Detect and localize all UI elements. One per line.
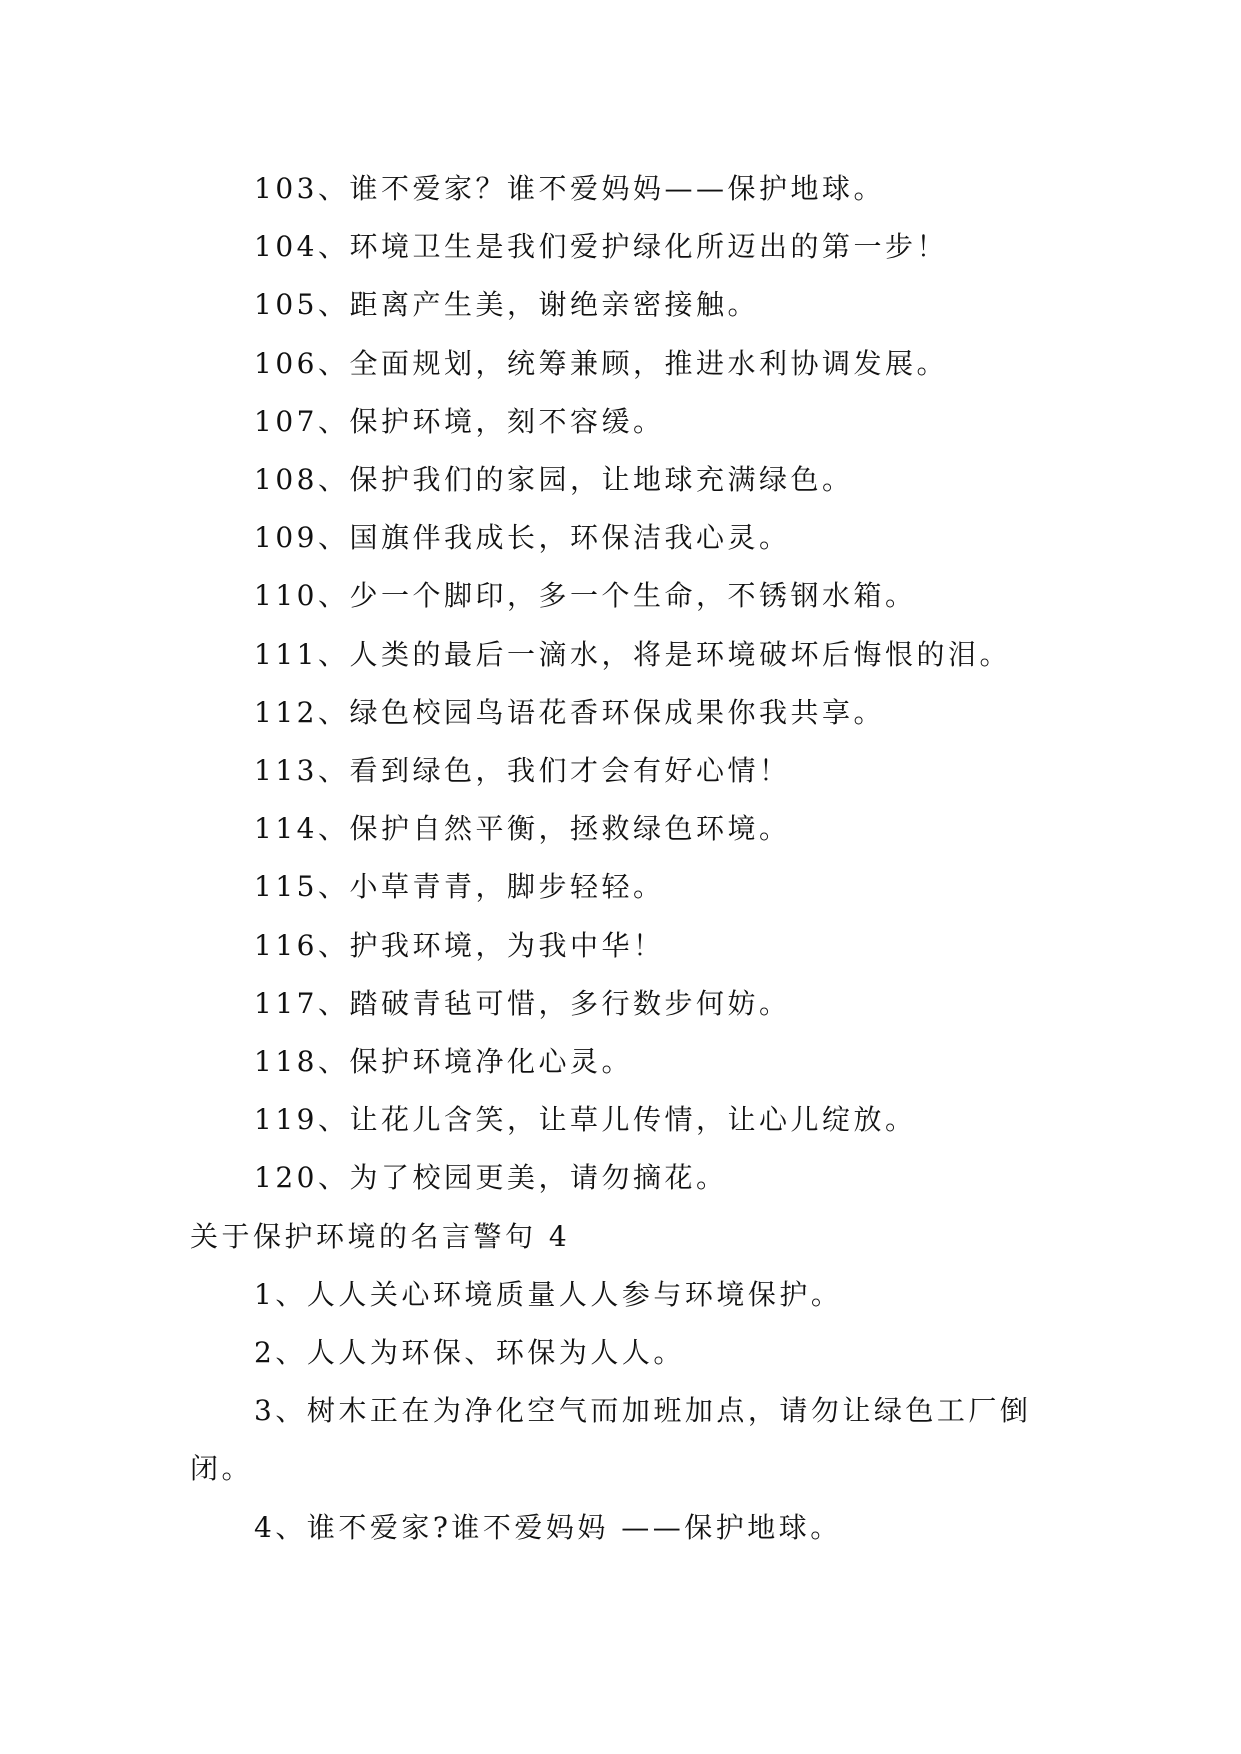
list-item: 103、谁不爱家？谁不爱妈妈——保护地球。 [254,172,885,205]
section-heading: 关于保护环境的名言警句 4 [190,1219,571,1253]
quote-list-section-4 [190,1266,1070,1557]
list-item: 109、国旗伴我成长，环保洁我心灵。 [254,521,791,555]
list-item: 111、人类的最后一滴水，将是环境破坏后悔恨的泪。 [254,637,1011,671]
list-item: 118、保护环境净化心灵。 [254,1045,633,1079]
list-item: 106、全面规划，统筹兼顾，推进水利协调发展。 [254,346,948,380]
list-item: 2、人人为环保、环保为人人。 [254,1336,685,1370]
list-item: 1、人人关心环境质量人人参与环境保护。 [254,1277,843,1311]
list-item: 107、保护环境，刻不容缓。 [254,404,665,438]
list-item: 112、绿色校园鸟语花香环保成果你我共享。 [254,695,885,729]
list-item: 116、护我环境，为我中华！ [254,928,665,962]
list-item: 105、距离产生美，谢绝亲密接触。 [254,288,759,322]
list-item: 120、为了校园更美，请勿摘花。 [254,1161,728,1195]
list-item: 4、谁不爱家?谁不爱妈妈 ——保护地球。 [254,1510,842,1544]
list-item: 3、树木正在为净化空气而加班加点，请勿让绿色工厂倒闭。 [190,1394,1032,1486]
list-item: 115、小草青青，脚步轻轻。 [254,870,665,904]
list-item: 119、让花儿含笑，让草儿传情，让心儿绽放。 [254,1103,917,1137]
list-item: 104、环境卫生是我们爱护绿化所迈出的第一步！ [254,230,948,264]
slogan-list-103-120 [190,160,1070,1208]
list-item: 117、踏破青毡可惜，多行数步何妨。 [254,986,791,1020]
list-item: 113、看到绿色，我们才会有好心情！ [254,754,791,788]
list-item: 110、少一个脚印，多一个生命，不锈钢水箱。 [254,579,917,613]
list-item: 108、保护我们的家园，让地球充满绿色。 [254,463,854,497]
list-item: 114、保护自然平衡，拯救绿色环境。 [254,812,791,846]
document-body [190,160,1070,1557]
